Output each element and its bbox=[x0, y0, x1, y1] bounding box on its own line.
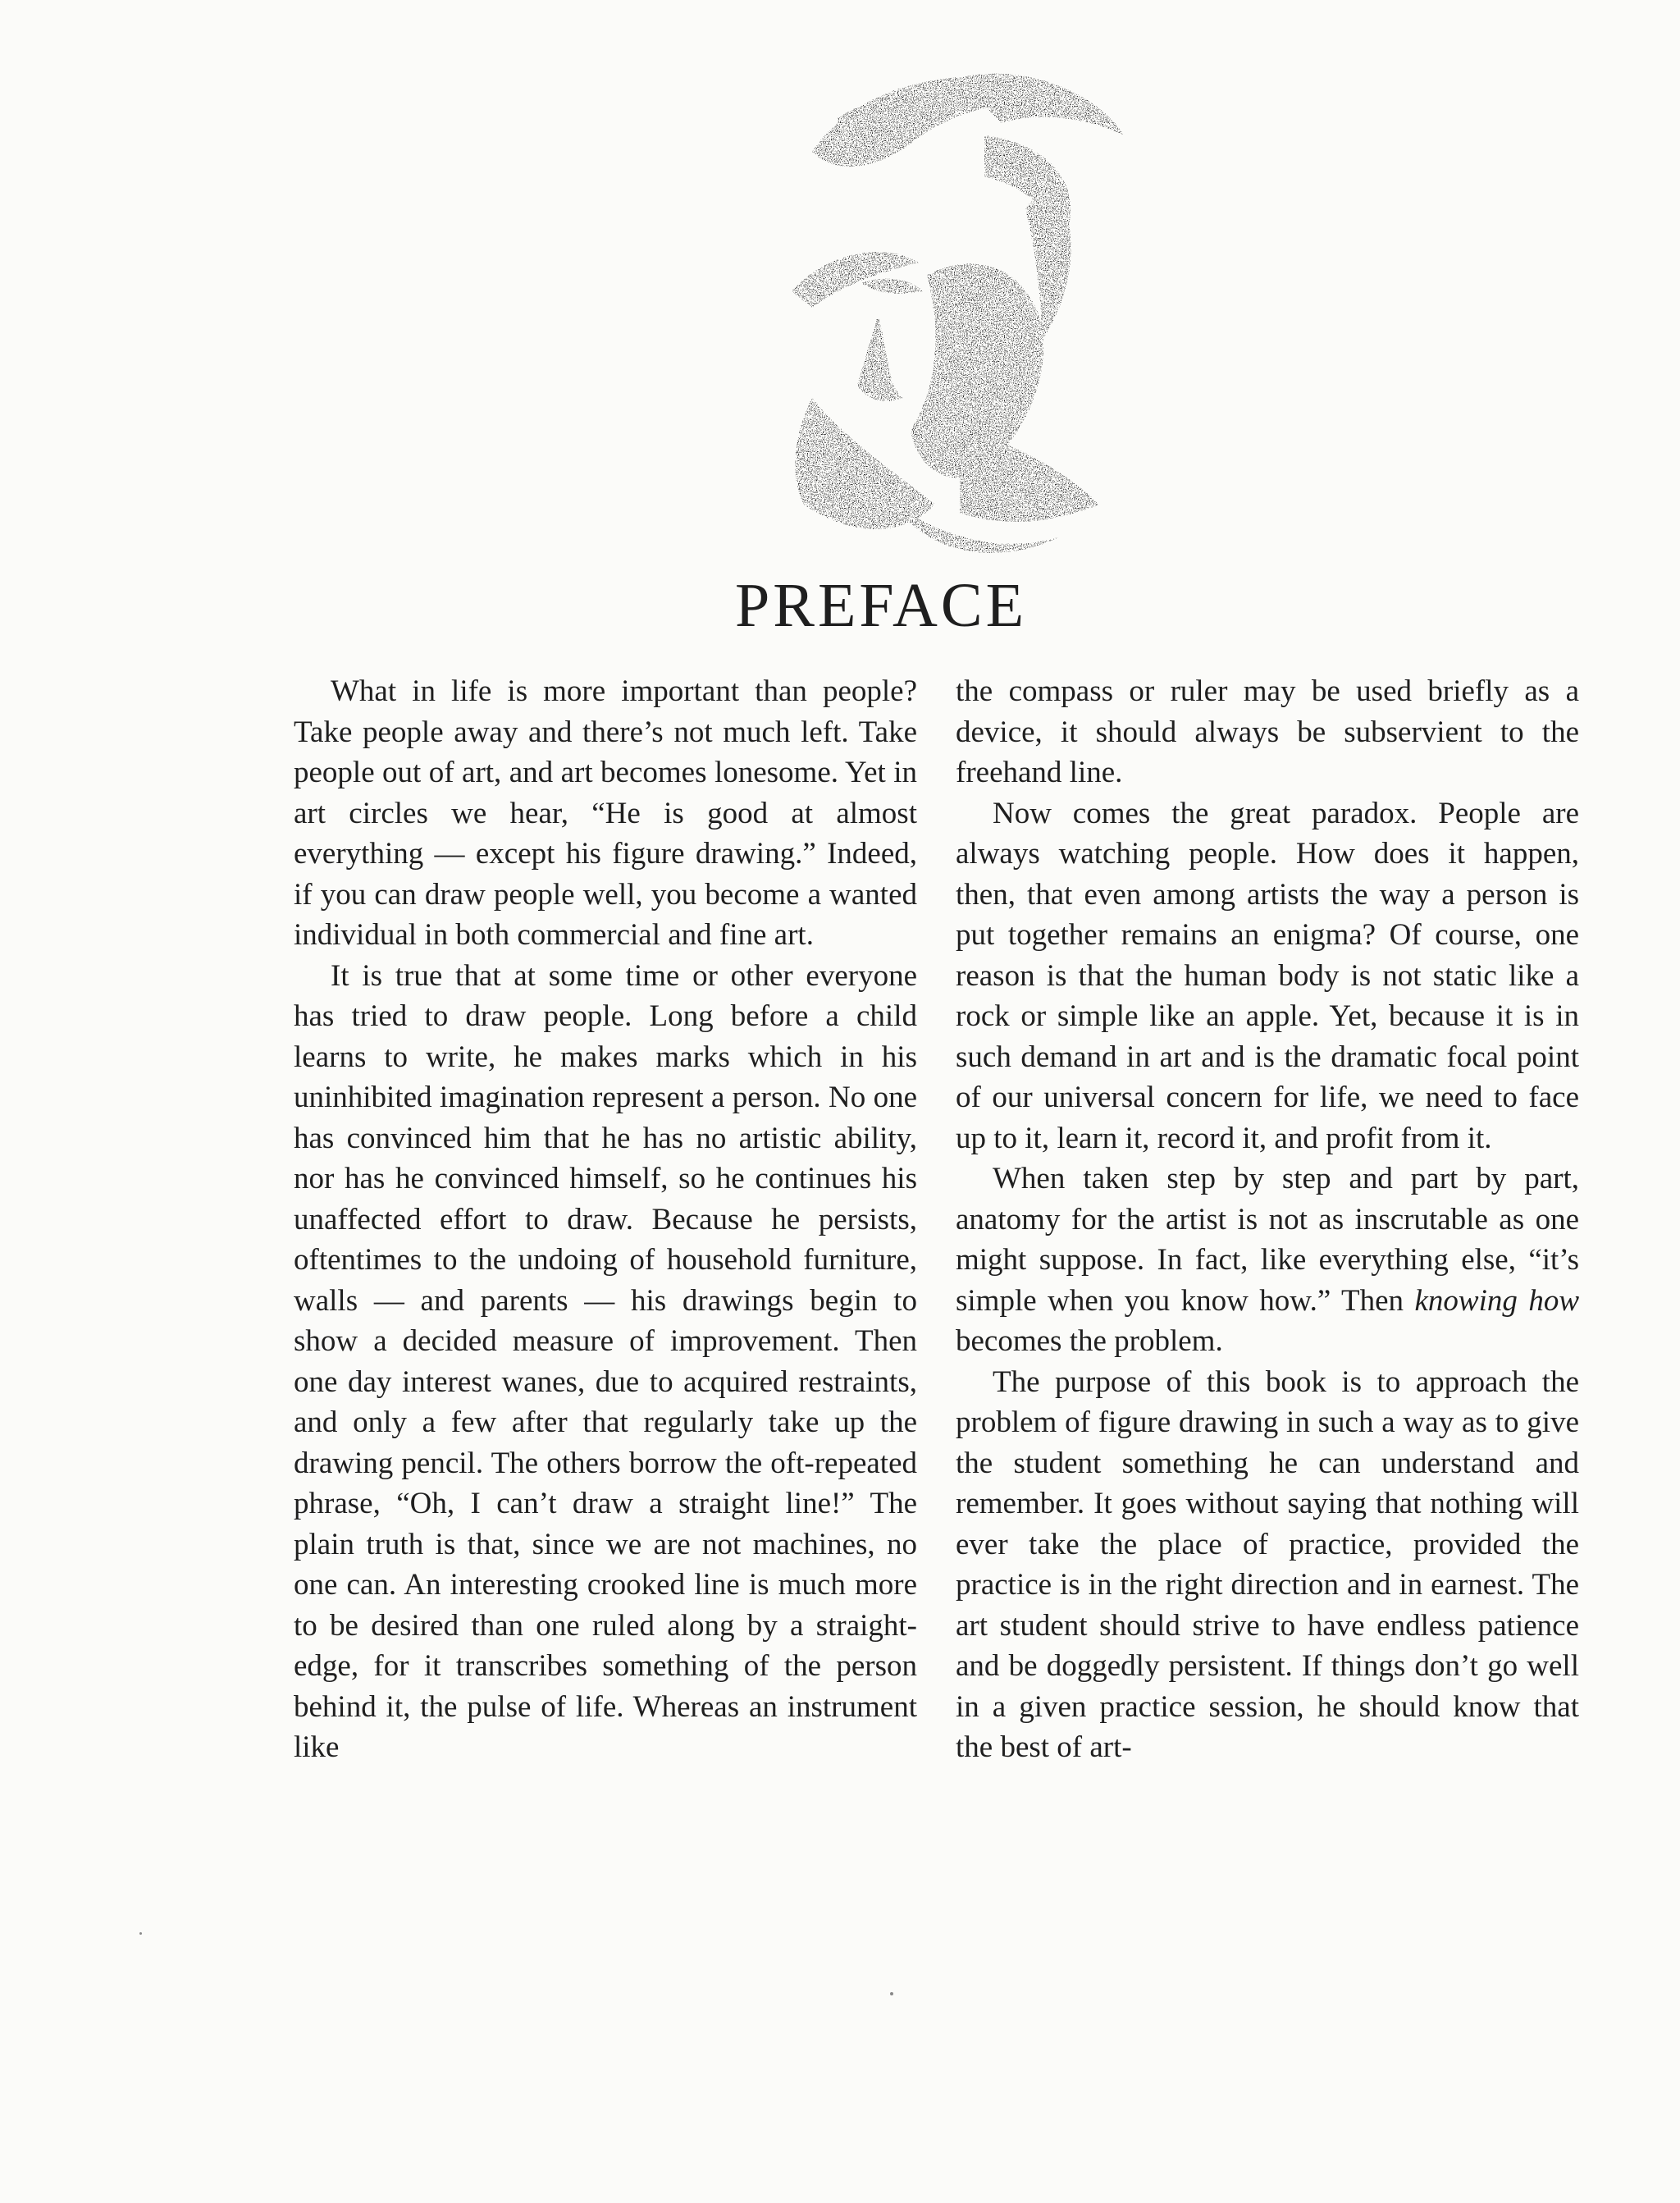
emphasis-text: knowing how bbox=[1414, 1283, 1579, 1318]
paragraph: Now comes the great paradox. People are always watching people. How does it happen, then, that even among artists the way a person is put together remains an enigma? Of course, one reason is that the human body is not static like a rock or simple like an apple. Yet, because it is in such demand in art and is the dramatic focal point of our universal concern for life, we need to face up to it, learn it, record it, and profit from it. bbox=[956, 796, 1579, 1155]
stippled-face-portrait-icon bbox=[714, 45, 1206, 570]
paragraph: It is true that at some time or other everyone has tried to draw people. Long before a child learns to write, he makes marks which in his uninhibited imagination represent a person. No one has convinced him that he has no artistic ability, nor has he convinced himself, so he continues his unaffected effort to draw. Because he persists, oftentimes to the undoing of household furniture, walls — and parents — his drawings begin to show a decided measure of improvement. Then one day interest wanes, due to acquired restraints, and only a few after that regularly take up the drawing pencil. The others borrow the oft-repeated phrase, “Oh, I can’t draw a straight line!” The plain truth is that, since we are not machines, no one can. An interesting crooked line is much more to be desired than one ruled along by a straight-edge, for it transcribes something of the person behind it, the pulse of life. Whereas an instrument like bbox=[294, 958, 917, 1764]
paper-speck bbox=[139, 1932, 142, 1935]
paragraph: The purpose of this book is to approach the problem of figure drawing in such a way as to give the student something he can understand and remember. It goes without saying that nothing will ever take the place of practice, provided the practice is in the right direction and in earnest. The art student should strive to have endless patience and be doggedly persistent. If things don’t go well in a given practice session, he should know that the best of art- bbox=[956, 1364, 1579, 1764]
left-column bbox=[294, 671, 917, 1768]
paragraph-text: When taken step by step and part by part, anatomy for the artist is not as inscrutable as one might suppose. In fact, like everything else, “it’s simple when you know how.” Then bbox=[956, 1162, 1579, 1318]
paragraph bbox=[956, 1159, 1579, 1362]
paragraph: What in life is more important than people? Take people away and there’s not much left. Take people out of art, and art becomes lonesome. Yet in art circles we hear, “He is good at almost everything — except his figure drawing.” Indeed, if you can draw people well, you become a wanted individual in both commercial and fine art. bbox=[294, 674, 917, 952]
right-column bbox=[956, 671, 1579, 1768]
paragraph: the compass or ruler may be used briefly as a device, it should always be subservient to the freehand line. bbox=[956, 674, 1579, 789]
paper-speck bbox=[890, 1992, 893, 1995]
paragraph-text: becomes the problem. bbox=[956, 1324, 1223, 1358]
page-title: PREFACE bbox=[734, 571, 1027, 640]
